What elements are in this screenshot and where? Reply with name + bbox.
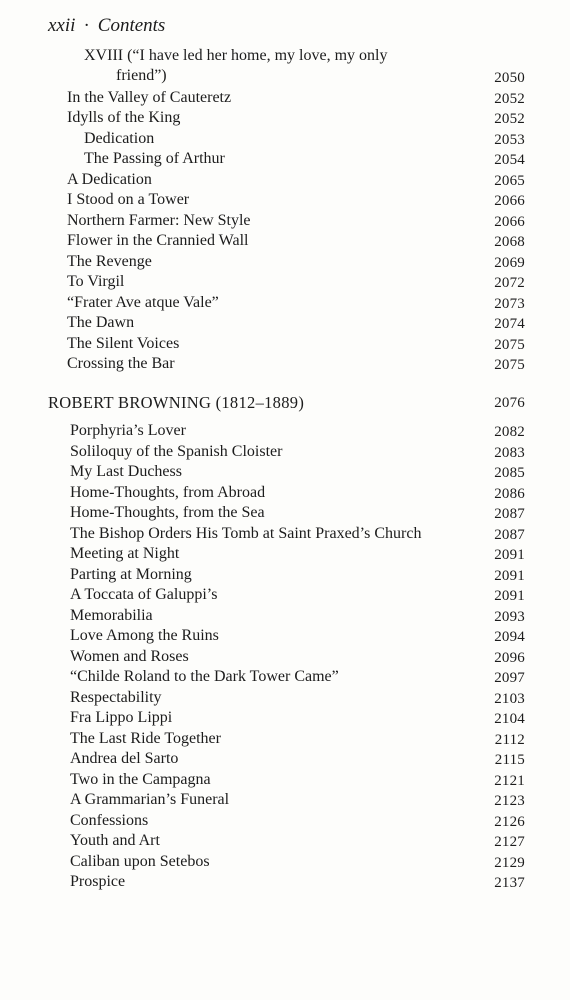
toc-entry-title: A Grammarian’s Funeral <box>70 791 230 808</box>
toc-entry-page: 2054 <box>494 152 525 168</box>
toc-entry-title: Crossing the Bar <box>67 355 175 372</box>
toc-entry-page: 2073 <box>494 296 525 312</box>
toc-entry-title: XVIII (“I have led her home, my love, my only <box>84 47 388 64</box>
author-heading: ROBERT BROWNING (1812–1889) <box>48 393 305 412</box>
toc-entry-title: To Virgil <box>67 273 125 290</box>
toc-entry-page: 2066 <box>494 214 525 230</box>
toc-entry-title: Two in the Campagna <box>70 771 211 788</box>
toc-entry-title: The Revenge <box>67 253 152 270</box>
toc-entry-page: 2074 <box>494 316 525 332</box>
toc-entry-page: 2086 <box>494 486 525 502</box>
toc-entry-page: 2103 <box>494 691 525 707</box>
toc-entry-title: My Last Duchess <box>70 463 182 480</box>
toc-entry-title-continued: friend”) <box>116 67 167 84</box>
toc-entry-title: Confessions <box>70 812 149 829</box>
toc-entry-page: 2112 <box>494 732 525 748</box>
running-header <box>48 14 165 38</box>
toc-entry-title: Andrea del Sarto <box>70 750 179 767</box>
toc-entry-title: The Dawn <box>67 314 135 331</box>
toc-entry-title: Dedication <box>84 130 155 147</box>
toc-entry-title: The Bishop Orders His Tomb at Saint Praxed’s Church <box>70 525 422 542</box>
toc-entry-page: 2104 <box>494 711 525 727</box>
toc-entry-page: 2127 <box>494 834 525 850</box>
toc-entry-title: Memorabilia <box>70 607 153 624</box>
toc-entry-title: Meeting at Night <box>70 545 180 562</box>
toc-entry-page: 2093 <box>494 609 525 625</box>
toc-entry-title: Home-Thoughts, from the Sea <box>70 504 265 521</box>
toc-entry-page: 2072 <box>494 275 525 291</box>
toc-entry-page: 2069 <box>494 255 525 271</box>
toc-entry-title: The Last Ride Together <box>70 730 221 747</box>
toc-entry-title: “Childe Roland to the Dark Tower Came” <box>70 668 339 685</box>
page-number: xxii <box>48 15 76 36</box>
toc-entry-title: Youth and Art <box>70 832 160 849</box>
toc-entry-page: 2075 <box>494 337 525 353</box>
toc-entry-page: 2115 <box>494 752 525 768</box>
toc-entry-title: Parting at Morning <box>70 566 192 583</box>
toc-entry-page: 2052 <box>494 111 525 127</box>
toc-entry-page: 2097 <box>494 670 525 686</box>
toc-entry-title: Flower in the Crannied Wall <box>67 232 249 249</box>
toc-entry-title: A Dedication <box>67 171 152 188</box>
toc-entry-page: 2087 <box>494 506 525 522</box>
toc-entry-title: Porphyria’s Lover <box>70 422 186 439</box>
page-title: Contents <box>97 15 166 36</box>
toc-entry-page: 2050 <box>494 70 525 86</box>
toc-entry-title: Northern Farmer: New Style <box>67 212 251 229</box>
toc-entry-title: The Silent Voices <box>67 335 180 352</box>
toc-entry-page: 2096 <box>494 650 525 666</box>
header-separator: · <box>83 15 90 36</box>
toc-entry-page: 2123 <box>494 793 525 809</box>
toc-entry-title: Prospice <box>70 873 126 890</box>
toc-entry-page: 2121 <box>494 773 525 789</box>
toc-entry-page: 2083 <box>494 445 525 461</box>
toc-entry-title: I Stood on a Tower <box>67 191 190 208</box>
toc-entry-title: Home-Thoughts, from Abroad <box>70 484 266 501</box>
toc-entry-page: 2066 <box>494 193 525 209</box>
toc-entry-page: 2091 <box>494 588 525 604</box>
toc-entry-title: The Passing of Arthur <box>84 150 225 167</box>
toc-entry-page: 2129 <box>494 855 525 871</box>
toc-entry-title: Women and Roses <box>70 648 189 665</box>
author-page: 2076 <box>494 395 525 411</box>
toc-entry-title: “Frater Ave atque Vale” <box>67 294 219 311</box>
toc-entry-page: 2065 <box>494 173 525 189</box>
toc-entry-page: 2085 <box>494 465 525 481</box>
toc-entry-page: 2137 <box>494 875 525 891</box>
toc-entry-title: In the Valley of Cauteretz <box>67 89 232 106</box>
toc-entry-title: Love Among the Ruins <box>70 627 219 644</box>
toc-entry-page: 2091 <box>494 547 525 563</box>
toc-entry-page: 2082 <box>494 424 525 440</box>
toc-entry-title: Idylls of the King <box>67 109 181 126</box>
toc-entry-page: 2126 <box>494 814 525 830</box>
toc-entry-title: Respectability <box>70 689 162 706</box>
toc-entry-page: 2091 <box>494 568 525 584</box>
toc-entry-page: 2068 <box>494 234 525 250</box>
toc-entry-page: 2094 <box>494 629 525 645</box>
toc-entry-page: 2075 <box>494 357 525 373</box>
toc-entry-page: 2087 <box>494 527 525 543</box>
toc-entry-title: Soliloquy of the Spanish Cloister <box>70 443 283 460</box>
toc-entry-page: 2052 <box>494 91 525 107</box>
toc-entry-title: A Toccata of Galuppi’s <box>70 586 218 603</box>
toc-entry-page: 2053 <box>494 132 525 148</box>
toc-entry-title: Caliban upon Setebos <box>70 853 210 870</box>
toc-entry-title: Fra Lippo Lippi <box>70 709 173 726</box>
